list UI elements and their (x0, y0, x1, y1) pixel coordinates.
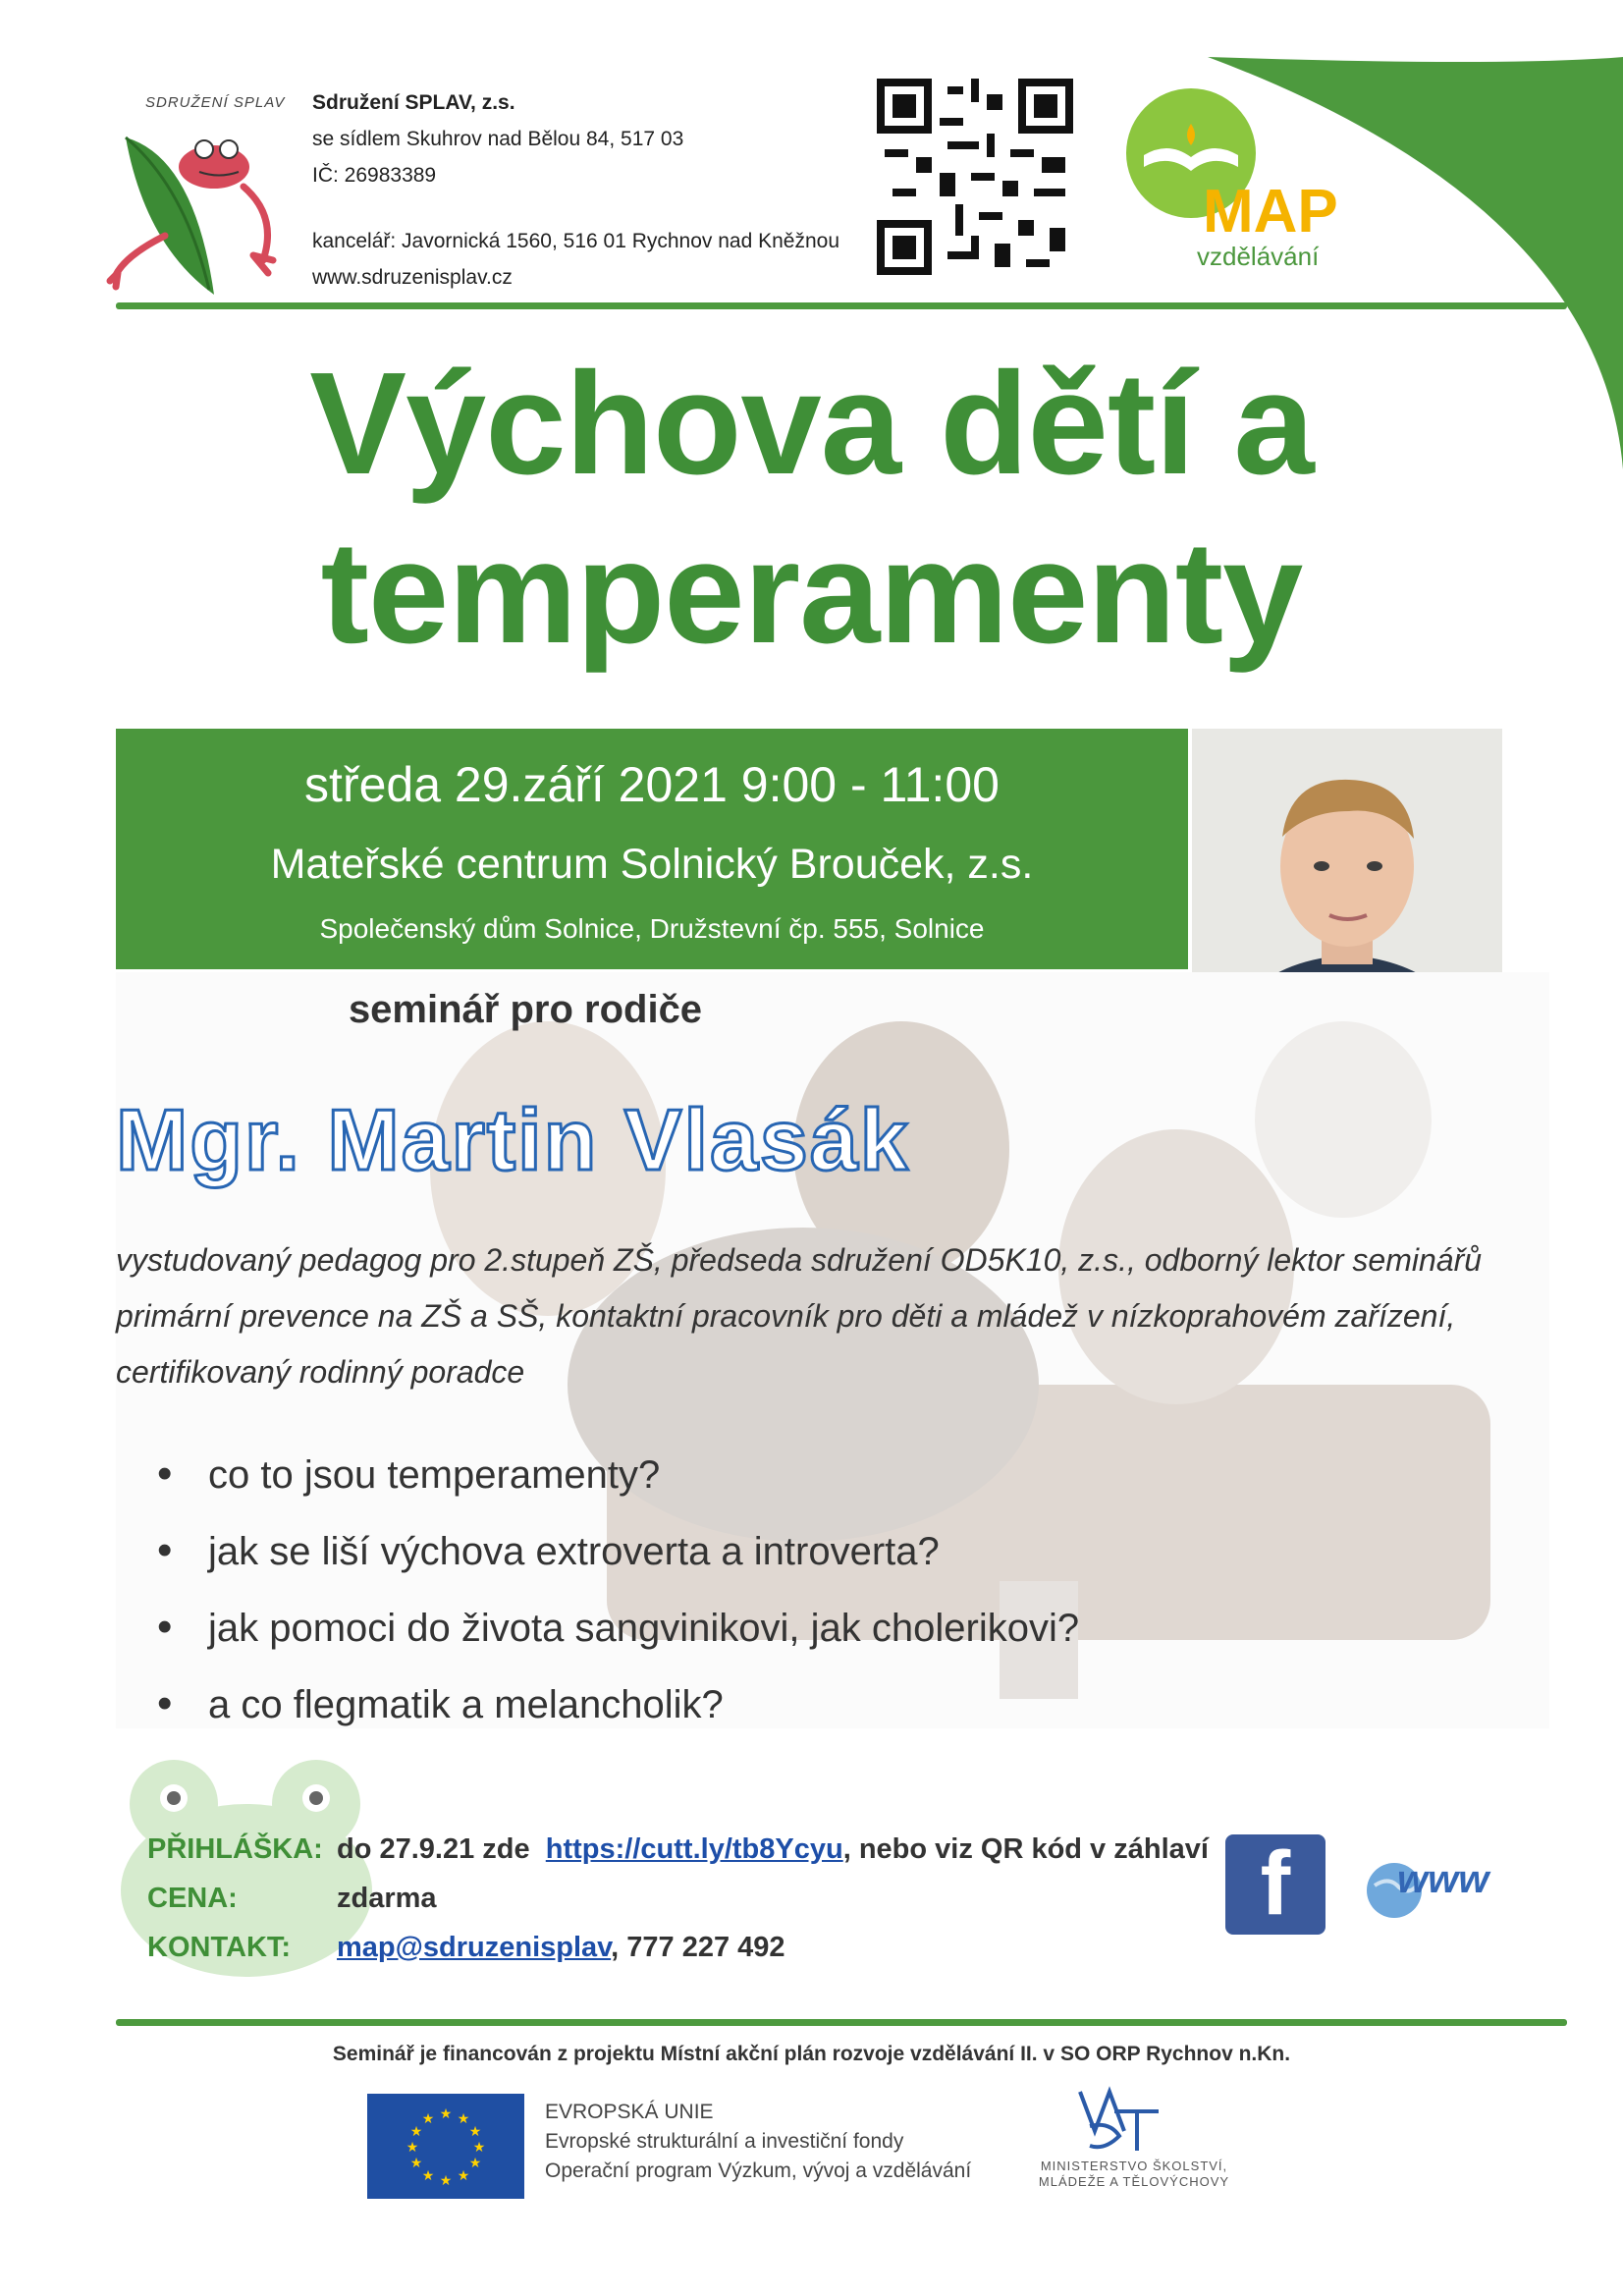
svg-text:★: ★ (457, 2111, 470, 2127)
contact-label: KONTAKT: (147, 1932, 292, 1963)
msmt-line-2: MLÁDEŽE A TĚLOVÝCHOVY (1038, 2174, 1230, 2189)
org-address: se sídlem Skuhrov nad Bělou 84, 517 03 (312, 128, 684, 150)
org-office: kancelář: Javornická 1560, 516 01 Rychnov nad Kněžnou (312, 230, 840, 252)
speaker-bio: vystudovaný pedagog pro 2.stupeň ZŠ, předseda sdružení OD5K10, z.s., odborný lektor seminářů primární prevence na ZŠ a SŠ, kontaktní pracovník pro děti a mládež v nízkoprahovém zařízení, certifikovaný rodinný poradce (116, 1242, 1483, 1390)
map-vzdelavani-logo (1105, 86, 1399, 283)
eu-line-1: EVROPSKÁ UNIE (545, 2101, 714, 2123)
svg-text:★: ★ (439, 2106, 453, 2122)
price-row (147, 1874, 1209, 1923)
topic-item: • co to jsou temperamenty? (157, 1453, 1079, 1530)
registration-deadline: do 27.9.21 zde (337, 1833, 530, 1865)
organization-info (312, 84, 839, 296)
contact-phone: , 777 227 492 (611, 1932, 785, 1963)
svg-text:★: ★ (409, 2124, 423, 2140)
seminar-label: seminář pro rodiče (348, 988, 703, 1031)
map-logo-subtitle: vzdělávání (1197, 242, 1320, 271)
registration-link[interactable]: https://cutt.ly/tb8Ycyu (545, 1833, 843, 1865)
event-address: Společenský dům Solnice, Družstevní čp. 555, Solnice (319, 913, 985, 944)
registration-label: PŘIHLÁŠKA: (147, 1833, 323, 1865)
eu-text (545, 2098, 971, 2186)
svg-text:★: ★ (409, 2156, 423, 2171)
funding-note: Seminář je financován z projektu Místní akční plán rozvoje vzdělávání II. v SO ORP Rychnov n.Kn. (332, 2043, 1291, 2065)
event-venue: Mateřské centrum Solnický Brouček, z.s. (270, 841, 1034, 888)
topic-item: • a co flegmatik a melancholik? (157, 1683, 1079, 1760)
facebook-glyph: f (1260, 1833, 1291, 1934)
event-datetime: středa 29.září 2021 9:00 - 11:00 (304, 757, 1000, 812)
msmt-text (1021, 2159, 1247, 2190)
eu-line-3: Operační program Výzkum, vývoj a vzdělávání (545, 2159, 972, 2182)
svg-text:★: ★ (472, 2140, 486, 2156)
price-label: CENA: (147, 1883, 238, 1914)
org-ic: IČ: 26983389 (312, 164, 437, 187)
org-web[interactable]: www.sdruzenisplav.cz (312, 266, 513, 289)
svg-text:★: ★ (468, 2156, 482, 2171)
msmt-line-1: MINISTERSTVO ŠKOLSTVÍ, (1040, 2159, 1228, 2173)
splav-logo-text: SDRUŽENÍ SPLAV (145, 94, 286, 111)
poster-title (0, 340, 1623, 678)
registration-row (147, 1825, 1209, 1874)
splav-frog-logo (106, 98, 312, 314)
eu-line-2: Evropské strukturální a investiční fondy (545, 2130, 904, 2153)
svg-text:★: ★ (439, 2173, 453, 2189)
map-logo-title: MAP (1203, 178, 1338, 246)
header-divider (116, 302, 1567, 309)
contact-email[interactable]: map@sdruzenisplav (337, 1932, 612, 1963)
title-line-2: temperamenty (320, 512, 1303, 674)
svg-text:★: ★ (421, 2111, 435, 2127)
www-text: www (1397, 1858, 1489, 1901)
svg-text:★: ★ (468, 2124, 482, 2140)
www-icon[interactable] (1360, 1846, 1517, 1925)
eu-flag-icon (367, 2094, 524, 2199)
eu-stars (367, 2094, 524, 2199)
org-name: Sdružení SPLAV, z.s. (312, 91, 515, 114)
footer-divider (116, 2019, 1567, 2026)
speaker-name: Mgr. Martin Vlasák (116, 1091, 910, 1188)
svg-text:★: ★ (457, 2168, 470, 2184)
svg-text:★: ★ (406, 2140, 419, 2156)
topic-item: • jak pomoci do života sangvinikovi, jak cholerikovi? (157, 1607, 1079, 1683)
svg-text:★: ★ (421, 2168, 435, 2184)
registration-block (147, 1825, 1209, 1972)
topic-item: • jak se liší výchova extroverta a introverta? (157, 1530, 1079, 1607)
qr-code[interactable] (877, 79, 1073, 275)
price-value: zdarma (337, 1883, 437, 1914)
title-line-1: Výchova dětí a (309, 343, 1314, 505)
contact-row (147, 1923, 1209, 1972)
topics-list (157, 1453, 1079, 1760)
registration-suffix: , nebo viz QR kód v záhlaví (842, 1833, 1209, 1865)
